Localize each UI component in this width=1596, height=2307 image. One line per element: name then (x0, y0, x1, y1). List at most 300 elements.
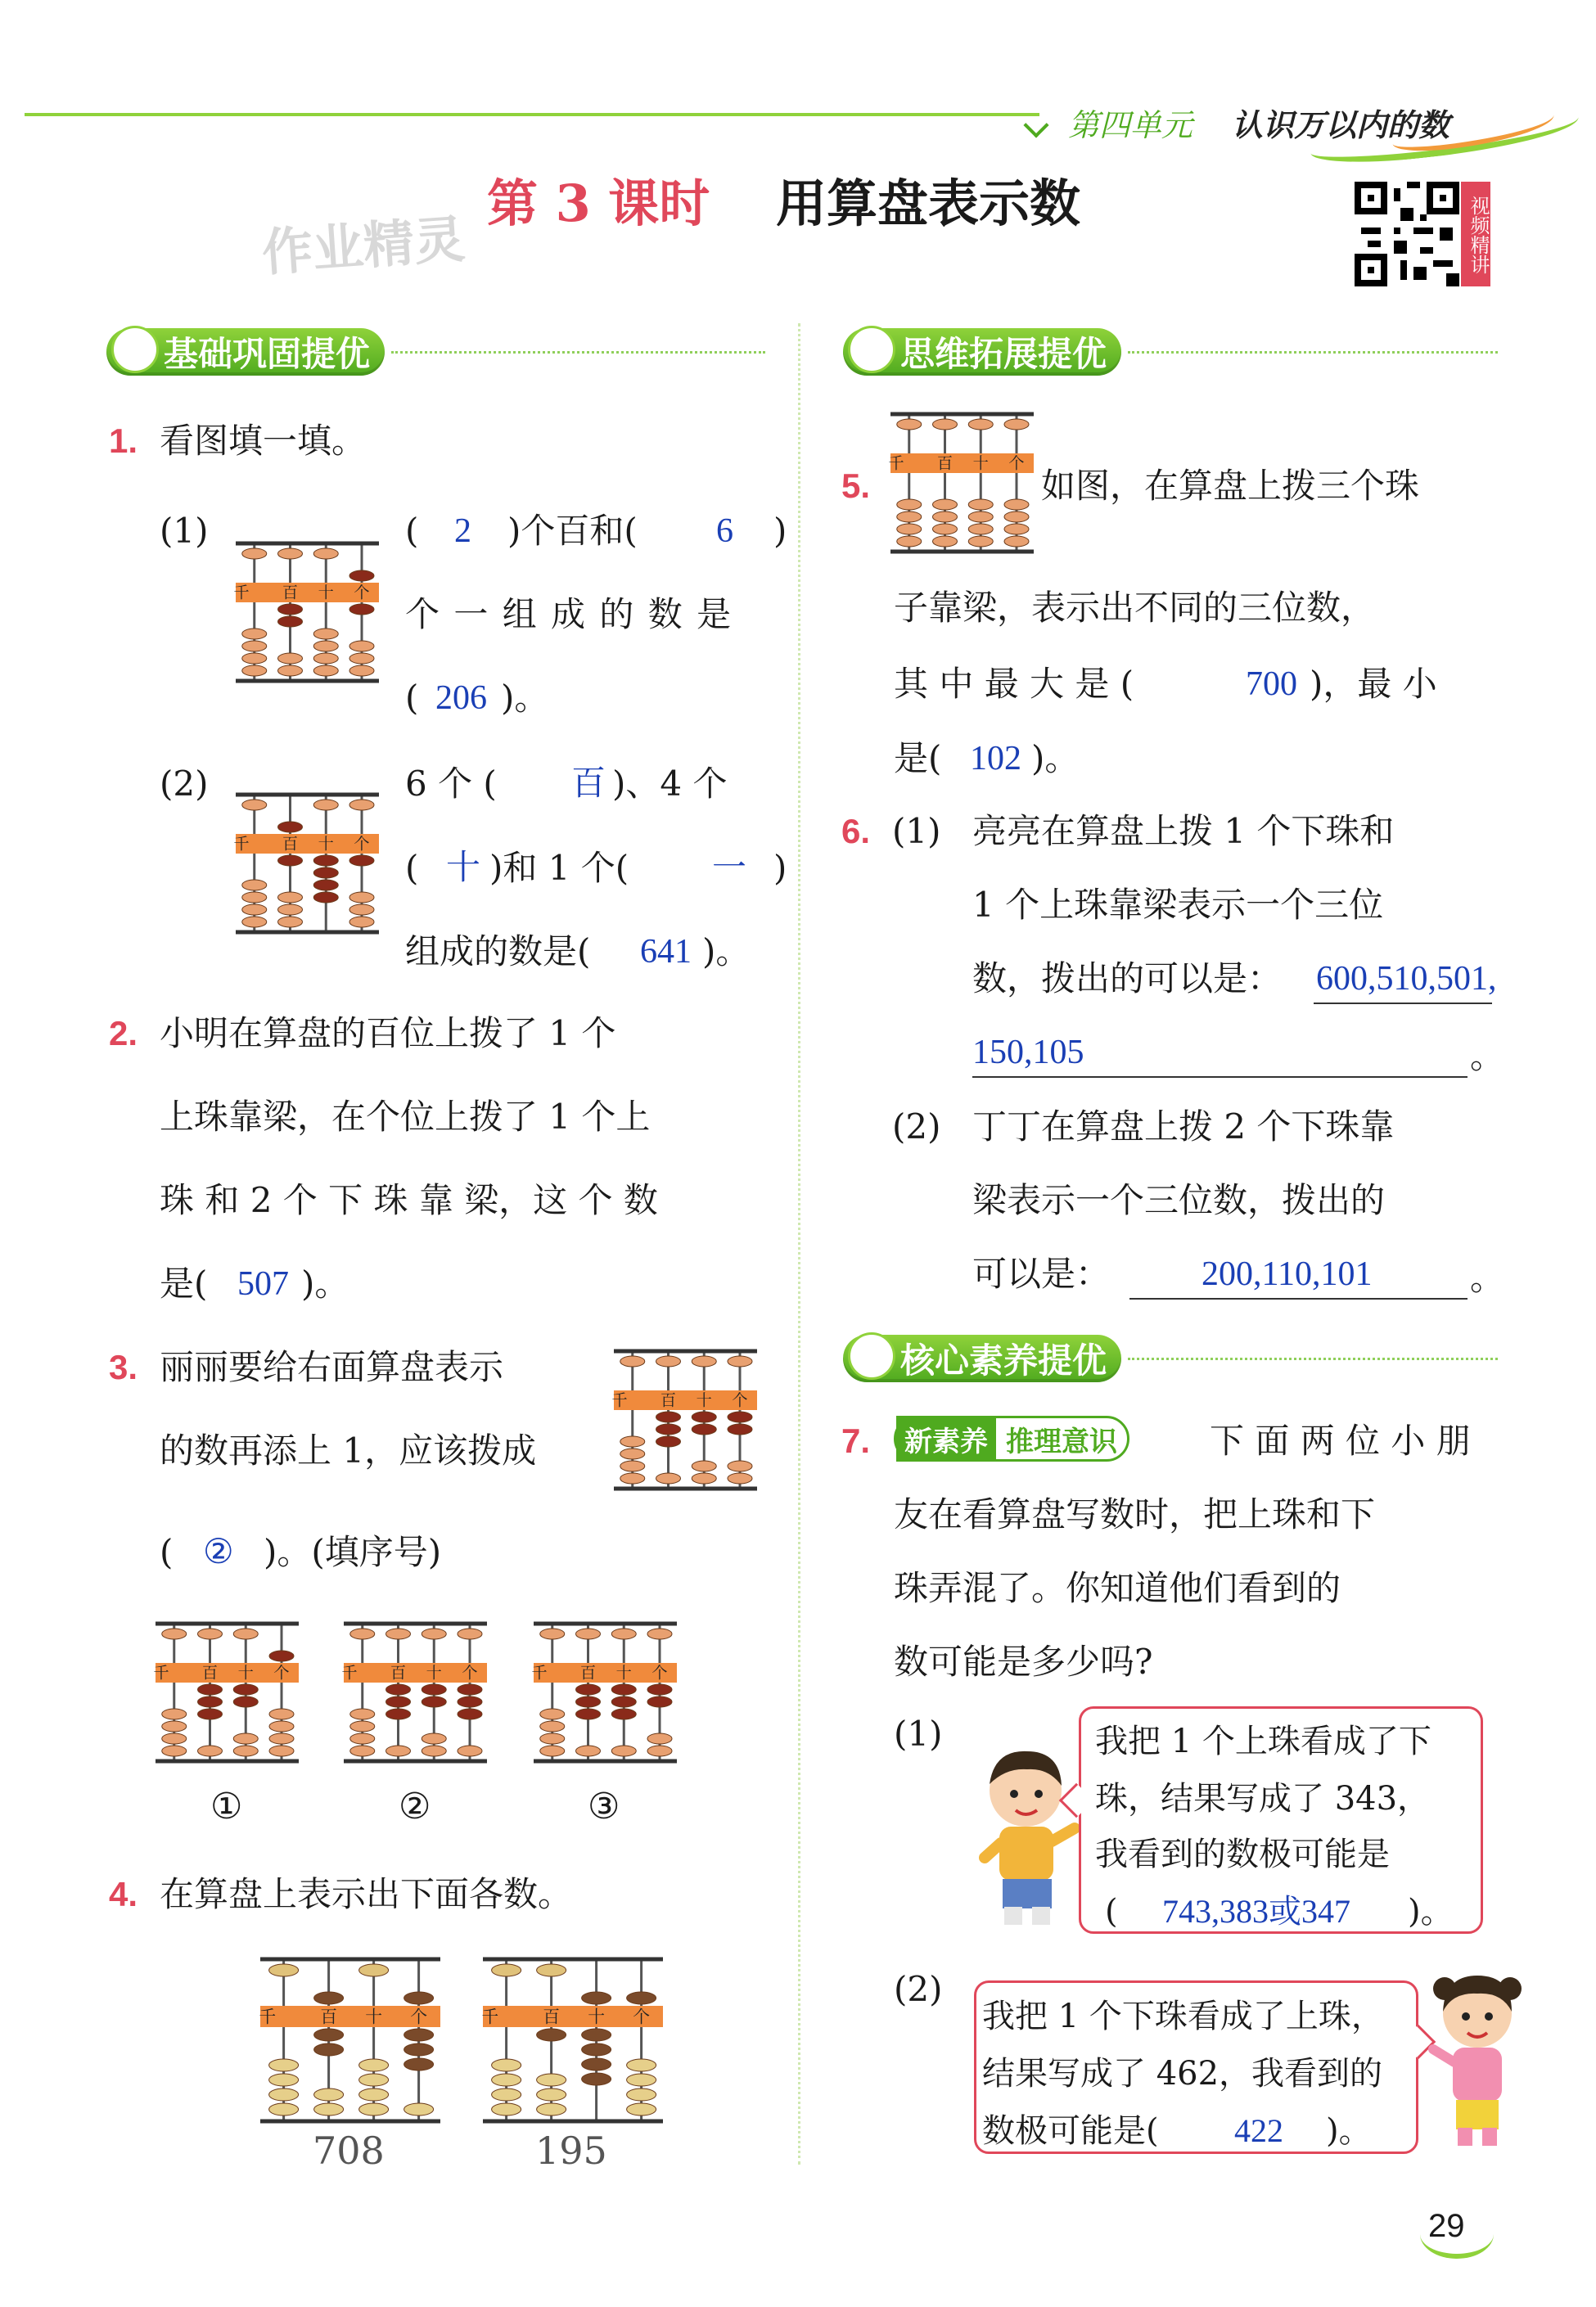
abacus-bead-lower (313, 892, 338, 903)
q6-p2-end: 。 (1470, 1258, 1505, 1298)
q3-option1-label: ① (210, 1786, 243, 1827)
abacus-label: 十 (615, 1663, 632, 1683)
abacus-bead-lower (422, 1684, 446, 1695)
abacus-bead-lower (349, 653, 374, 664)
abacus-label: 个 (354, 834, 370, 854)
q7-p1-line4-a: ( (1105, 1893, 1118, 1931)
abacus-bead-lower (968, 511, 993, 522)
abacus-q4-195 (483, 1954, 663, 2126)
abacus-bead-lower (349, 665, 374, 676)
q6-p2-blank (1129, 1298, 1468, 1300)
abacus-bead-lower (968, 536, 993, 547)
abacus-bead-lower (162, 1709, 187, 1719)
abacus-bead-lower (611, 1709, 636, 1719)
abacus-label: 百 (282, 834, 299, 854)
abacus-bead-upper (537, 1964, 566, 1976)
abacus-bead-lower (728, 1461, 752, 1471)
abacus-bead-upper (242, 800, 267, 810)
abacus-bead-upper (933, 419, 958, 430)
section-core-label: 核心素养提优 (843, 1335, 1121, 1382)
abacus-label: 十 (237, 1663, 254, 1683)
q6-p1-line1: 亮亮在算盘上拨 1 个下珠和 (972, 811, 1395, 851)
abacus-bead-lower (537, 2074, 566, 2086)
abacus-bead-lower (933, 536, 958, 547)
abacus-bead-upper (404, 1992, 434, 2004)
abacus-bead-lower (349, 917, 374, 927)
abacus-bead-lower (647, 1733, 672, 1744)
watermark: 作业精灵 (259, 209, 467, 283)
q1-p1-ans-hundreds: 2 (454, 512, 471, 550)
abacus-label: 个 (1008, 453, 1025, 473)
abacus-bead-lower (278, 604, 303, 615)
q3-option2-label: ② (399, 1786, 431, 1827)
abacus-bead-lower (314, 2088, 344, 2101)
q7-p1-line4-b: )。 (1408, 1893, 1454, 1931)
abacus-bead-upper (897, 419, 922, 430)
q1-p2-line2-c: ) (773, 848, 787, 888)
abacus-bead-lower (540, 1709, 565, 1719)
q1-p2-label: (2) (160, 764, 209, 804)
abacus-q3-option2[interactable] (341, 1619, 487, 1766)
abacus-bead-upper (198, 1629, 223, 1639)
abacus-bead-upper (233, 1629, 258, 1639)
abacus-bead-lower (242, 641, 267, 651)
q6-p2-answer: 200,110,101 (1202, 1255, 1373, 1293)
abacus-bead-lower (611, 1746, 636, 1756)
abacus-bead-lower (386, 1746, 411, 1756)
q1-p2-line1-b: )、4 个 (612, 764, 728, 804)
qr-video-label: 视频精讲 (1461, 182, 1490, 286)
abacus-label: 十 (365, 2007, 382, 2027)
q7-line4: 数可能是多少吗? (894, 1642, 1153, 1682)
abacus-label: 十 (696, 1390, 712, 1410)
abacus-label: 百 (201, 1663, 219, 1683)
abacus-bead-lower (269, 2103, 299, 2116)
q2-line4-a: 是( (160, 1264, 208, 1304)
section-core (843, 1332, 1498, 1385)
abacus-bead-upper (576, 1629, 601, 1639)
gear-badge-icon (111, 326, 159, 373)
abacus-bead-lower (350, 1746, 375, 1756)
abacus-bead-upper (313, 800, 338, 810)
q6-p1-line3: 数，拨出的可以是： (972, 958, 1283, 998)
q5-line1: 如图，在算盘上拨三个珠 (1041, 466, 1420, 506)
abacus-bead-lower (492, 2059, 521, 2071)
header-line (25, 113, 1039, 116)
abacus-bead-lower (269, 2088, 299, 2101)
q6-p1-line2: 1 个上珠靠梁表示一个三位 (972, 885, 1384, 925)
abacus-bead-lower (404, 2043, 434, 2056)
abacus-bead-lower (198, 1709, 223, 1719)
q1-p2-ans-ones: 一 (712, 849, 747, 887)
abacus-bead-lower (242, 653, 267, 664)
abacus-bead-lower (313, 641, 338, 651)
abacus-label: 千 (341, 1663, 358, 1683)
abacus-bead-upper (968, 419, 993, 430)
abacus-bead-upper (422, 1629, 446, 1639)
abacus-label: 千 (481, 2007, 499, 2027)
abacus-label: 个 (462, 1663, 478, 1683)
abacus-bead-lower (386, 1696, 411, 1707)
abacus-bead-lower (313, 867, 338, 878)
section-thinking-label: 思维拓展提优 (843, 328, 1121, 376)
abacus-bead-lower (627, 2059, 656, 2071)
abacus-label: 个 (651, 1663, 668, 1683)
abacus-bead-lower (576, 1709, 601, 1719)
abacus-bead-lower (458, 1684, 482, 1695)
abacus-bead-lower (233, 1733, 258, 1744)
abacus-bead-lower (422, 1733, 446, 1744)
abacus-bead-lower (728, 1473, 752, 1484)
abacus-bead-lower (897, 536, 922, 547)
abacus-bead-lower (350, 1721, 375, 1732)
abacus-bead-lower (269, 1746, 294, 1756)
q1-p1-line1-a: ( (405, 511, 419, 551)
abacus-bead-lower (933, 511, 958, 522)
abacus-bead-lower (728, 1412, 752, 1422)
q6-number: 6. (841, 812, 871, 850)
abacus-bead-lower (582, 2058, 611, 2070)
abacus-bead-lower (933, 524, 958, 534)
q7-p1-label: (1) (894, 1714, 943, 1754)
q1-p2-line3-a: 组成的数是( (405, 931, 591, 971)
abacus-label: 千 (531, 1663, 548, 1683)
abacus-bead-lower (582, 2043, 611, 2056)
abacus-bead-upper (1004, 419, 1029, 430)
abacus-bead-lower (386, 1684, 411, 1695)
abacus-bead-lower (242, 629, 267, 639)
abacus-q3-option1[interactable] (153, 1619, 299, 1766)
q5-number: 5. (841, 466, 871, 505)
abacus-q3-option2-svg (341, 1619, 487, 1766)
abacus-bead-lower (656, 1424, 681, 1435)
q7-p2-line3-b: )。 (1326, 2112, 1372, 2150)
abacus-q3-option3-svg (531, 1619, 677, 1766)
abacus-bead-upper (627, 1992, 656, 2004)
abacus-bead-lower (233, 1696, 258, 1707)
qr-code-icon[interactable] (1355, 182, 1459, 286)
q7-p2-line1: 我把 1 个下珠看成了上珠， (982, 1998, 1384, 2035)
abacus-label: 个 (732, 1390, 748, 1410)
abacus-label: 千 (888, 453, 904, 473)
abacus-bead-lower (656, 1473, 681, 1484)
abacus-bead-lower (242, 904, 267, 915)
abacus-bead-lower (198, 1746, 223, 1756)
abacus-bead-upper (458, 1629, 482, 1639)
q5-line3-b: )，最 小 (1310, 664, 1437, 704)
abacus-bead-lower (404, 2103, 434, 2116)
q5-line4-a: 是( (894, 738, 942, 778)
abacus-bead-lower (162, 1746, 187, 1756)
q7-p1-answer: 743,383或347 (1162, 1893, 1350, 1930)
abacus-bead-lower (198, 1684, 223, 1695)
abacus-label: 千 (259, 2007, 277, 2027)
q6-p1-label: (1) (892, 811, 941, 851)
q1-p2-line2-b: )和 1 个( (489, 848, 629, 888)
q7-p1-line1: 我把 1 个上珠看成了下 (1095, 1723, 1431, 1760)
abacus-bead-lower (656, 1412, 681, 1422)
q7-number: 7. (841, 1422, 871, 1460)
abacus-q3-main-svg (611, 1346, 757, 1494)
section-basic (106, 326, 765, 378)
abacus-bead-lower (349, 904, 374, 915)
abacus-label: 个 (273, 1663, 290, 1683)
abacus-bead-lower (458, 1709, 482, 1719)
q5-line2: 子靠梁，表示出不同的三位数， (894, 588, 1376, 628)
q1-text: 看图填一填。 (160, 421, 367, 461)
abacus-bead-upper (692, 1356, 716, 1367)
abacus-bead-lower (692, 1424, 716, 1435)
abacus-bead-lower (968, 499, 993, 510)
abacus-bead-lower (233, 1684, 258, 1695)
abacus-label: 千 (611, 1390, 628, 1410)
q6-p1-blank2 (972, 1076, 1468, 1078)
abacus-bead-upper (349, 570, 374, 581)
q3-line2: 的数再添上 1，应该拨成 (160, 1431, 537, 1471)
abacus-bead-lower (1004, 499, 1029, 510)
lesson-number: 第 3 课时 (487, 173, 710, 233)
abacus-bead-lower (897, 524, 922, 534)
abacus-label: 个 (410, 2007, 427, 2027)
q7-p1-line2: 珠，结果写成了 343， (1095, 1780, 1431, 1818)
abacus-bead-lower (233, 1746, 258, 1756)
abacus-label: 百 (282, 583, 299, 602)
abacus-label: 百 (660, 1390, 677, 1410)
abacus-bead-lower (350, 1709, 375, 1719)
abacus-bead-lower (647, 1696, 672, 1707)
abacus-bead-lower (1004, 524, 1029, 534)
girl-avatar (1420, 1964, 1535, 2152)
abacus-bead-lower (620, 1473, 645, 1484)
abacus-bead-lower (242, 665, 267, 676)
abacus-bead-lower (458, 1746, 482, 1756)
q1-p2-line2-a: ( (405, 848, 419, 888)
q7-tag-new: 新素养 (896, 1416, 996, 1462)
unit-title: 认识万以内的数 (1232, 107, 1450, 143)
q1-p1-ans-number: 206 (435, 679, 487, 717)
q2-line1: 小明在算盘的百位上拨了 1 个 (160, 1013, 616, 1053)
abacus-bead-lower (728, 1424, 752, 1435)
abacus-bead-lower (162, 1733, 187, 1744)
header-arrow-icon (1023, 112, 1048, 137)
abacus-bead-upper (647, 1629, 672, 1639)
abacus-q1-2-svg (233, 790, 379, 937)
abacus-bead-upper (162, 1629, 187, 1639)
abacus-bead-lower (1004, 536, 1029, 547)
abacus-bead-lower (537, 2103, 566, 2116)
abacus-bead-lower (359, 2103, 389, 2116)
abacus-bead-lower (540, 1746, 565, 1756)
q2-line2: 上珠靠梁，在个位上拨了 1 个上 (160, 1097, 651, 1137)
abacus-bead-lower (611, 1696, 636, 1707)
abacus-bead-lower (540, 1733, 565, 1744)
abacus-label: 十 (972, 453, 989, 473)
q2-line3: 珠 和 2 个 下 珠 靠 梁，这 个 数 (160, 1180, 658, 1220)
abacus-bead-lower (269, 2074, 299, 2086)
q4-text: 在算盘上表示出下面各数。 (160, 1874, 573, 1914)
abacus-bead-upper (278, 822, 303, 832)
abacus-bead-lower (242, 917, 267, 927)
abacus-bead-upper (242, 548, 267, 559)
abacus-q1-2 (233, 790, 379, 937)
abacus-bead-lower (897, 499, 922, 510)
abacus-bead-lower (242, 892, 267, 903)
q7-p2-line2: 结果写成了 462，我看到的 (982, 2055, 1383, 2093)
q1-p2-line3-b: )。 (702, 931, 751, 971)
boy-avatar (970, 1743, 1084, 1931)
q6-p2-line3: 可以是： (972, 1254, 1111, 1294)
abacus-label: 个 (633, 2007, 650, 2027)
abacus-bead-lower (359, 2088, 389, 2101)
abacus-bead-upper (582, 1992, 611, 2004)
q5-line3-a: 其 中 最 大 是 ( (894, 664, 1134, 704)
q6-p1-end: 。 (1470, 1036, 1505, 1076)
abacus-bead-lower (620, 1436, 645, 1447)
q1-p1-line3-b: )。 (501, 678, 549, 718)
q7-p2-answer: 422 (1234, 2112, 1283, 2149)
abacus-bead-lower (692, 1461, 716, 1471)
q5-answer-max: 700 (1246, 665, 1297, 703)
q5-answer-min: 102 (970, 740, 1021, 777)
abacus-q4-708 (260, 1954, 440, 2126)
q1-p2-ans-tens: 十 (446, 849, 481, 887)
q2-number: 2. (109, 1014, 138, 1052)
abacus-bead-lower (314, 2043, 344, 2056)
abacus-bead-upper (540, 1629, 565, 1639)
abacus-bead-lower (656, 1436, 681, 1447)
abacus-q1-1-svg (233, 538, 379, 686)
abacus-bead-upper (349, 800, 374, 810)
q1-p1-label: (1) (160, 511, 209, 551)
abacus-bead-upper (492, 1964, 521, 1976)
abacus-bead-lower (269, 2059, 299, 2071)
abacus-bead-lower (458, 1696, 482, 1707)
q6-p2-label: (2) (892, 1106, 941, 1147)
abacus-bead-upper (728, 1356, 752, 1367)
abacus-bead-lower (540, 1721, 565, 1732)
q1-p1-line2: 个 一 组 成 的 数 是 (405, 594, 733, 634)
abacus-bead-lower (492, 2074, 521, 2086)
column-divider (798, 323, 800, 2165)
abacus-bead-lower (620, 1449, 645, 1459)
abacus-bead-lower (359, 2059, 389, 2071)
q1-number: 1. (109, 421, 138, 460)
q7-line2: 友在看算盘写数时，把上珠和下 (894, 1494, 1376, 1534)
q6-p1-answer1: 600,510,501, (1316, 960, 1497, 998)
abacus-bead-lower (349, 641, 374, 651)
abacus-q3-option3[interactable] (531, 1619, 677, 1766)
abacus-bead-lower (692, 1412, 716, 1422)
abacus-bead-lower (404, 2058, 434, 2070)
q1-p1-ans-ones: 6 (716, 512, 733, 550)
abacus-bead-lower (386, 1709, 411, 1719)
abacus-bead-lower (313, 653, 338, 664)
q4-number: 4. (109, 1875, 138, 1913)
abacus-bead-upper (314, 1992, 344, 2004)
abacus-bead-lower (968, 524, 993, 534)
abacus-bead-upper (611, 1629, 636, 1639)
abacus-bead-upper (359, 1964, 389, 1976)
abacus-q3-option1-svg (153, 1619, 299, 1766)
abacus-bead-lower (492, 2088, 521, 2101)
abacus-label: 十 (318, 583, 334, 602)
abacus-bead-upper (620, 1356, 645, 1367)
q7-line3: 珠弄混了。你知道他们看到的 (894, 1568, 1341, 1608)
section-basic-label: 基础巩固提优 (106, 328, 385, 376)
q3-number: 3. (109, 1348, 138, 1386)
abacus-bead-lower (269, 1721, 294, 1732)
abacus-bead-lower (422, 1696, 446, 1707)
abacus-bead-lower (242, 880, 267, 890)
abacus-bead-lower (162, 1721, 187, 1732)
q3-answer: ② (203, 1534, 234, 1571)
q7-tag (894, 1416, 1129, 1462)
abacus-bead-lower (359, 2074, 389, 2086)
abacus-label: 百 (936, 453, 954, 473)
abacus-bead-lower (198, 1696, 223, 1707)
q1-p2-line1-a: 6 个 ( (405, 764, 497, 804)
abacus-q4-708-svg (260, 1954, 440, 2126)
q3-line3-a: ( (160, 1532, 174, 1572)
abacus-label: 百 (320, 2007, 337, 2027)
abacus-bead-lower (422, 1746, 446, 1756)
abacus-bead-lower (492, 2103, 521, 2116)
q3-line3-b: )。(填序号) (264, 1532, 442, 1572)
abacus-bead-upper (656, 1356, 681, 1367)
abacus-bead-lower (278, 665, 303, 676)
q6-p2-line1: 丁丁在算盘上拨 2 个下珠靠 (972, 1106, 1395, 1147)
abacus-bead-lower (278, 855, 303, 866)
q4-value-195: 195 (535, 2129, 607, 2173)
q7-p2-line3-a: 数极可能是( (982, 2112, 1159, 2150)
q1-p1-line3-a: ( (405, 678, 419, 718)
abacus-label: 百 (579, 1663, 597, 1683)
abacus-bead-lower (404, 2029, 434, 2041)
abacus-label: 千 (153, 1663, 169, 1683)
abacus-bead-lower (314, 2029, 344, 2041)
q4-value-708: 708 (313, 2129, 385, 2173)
abacus-label: 百 (390, 1663, 407, 1683)
abacus-bead-lower (537, 2088, 566, 2101)
abacus-bead-upper (269, 1964, 299, 1976)
abacus-bead-lower (313, 629, 338, 639)
unit-label: 第四单元 (1068, 107, 1193, 143)
abacus-bead-lower (933, 499, 958, 510)
abacus-bead-lower (349, 855, 374, 866)
abacus-label: 十 (588, 2007, 605, 2027)
abacus-bead-lower (537, 2029, 566, 2041)
abacus-label: 千 (233, 834, 250, 854)
abacus-q4-195-svg (483, 1954, 663, 2126)
q1-p1-line1-b: )个百和( (507, 511, 638, 551)
q6-p1-answer2: 150,105 (972, 1034, 1084, 1071)
q7-tag-reasoning: 推理意识 (1006, 1425, 1117, 1458)
abacus-bead-lower (269, 1733, 294, 1744)
abacus-bead-lower (278, 616, 303, 627)
abacus-bead-lower (627, 2088, 656, 2101)
abacus-bead-lower (647, 1746, 672, 1756)
abacus-bead-lower (627, 2074, 656, 2086)
q7-line1: 下 面 两 位 小 朋 (1210, 1421, 1471, 1461)
section-thinking (843, 326, 1498, 378)
abacus-q3-main (611, 1346, 757, 1494)
abacus-bead-lower (278, 653, 303, 664)
abacus-q5-svg (890, 409, 1034, 556)
abacus-bead-lower (350, 1733, 375, 1744)
q1-p2-ans-number: 641 (640, 933, 692, 971)
q2-line4-b: )。 (301, 1264, 349, 1304)
page-number: 29 (1428, 2208, 1465, 2244)
